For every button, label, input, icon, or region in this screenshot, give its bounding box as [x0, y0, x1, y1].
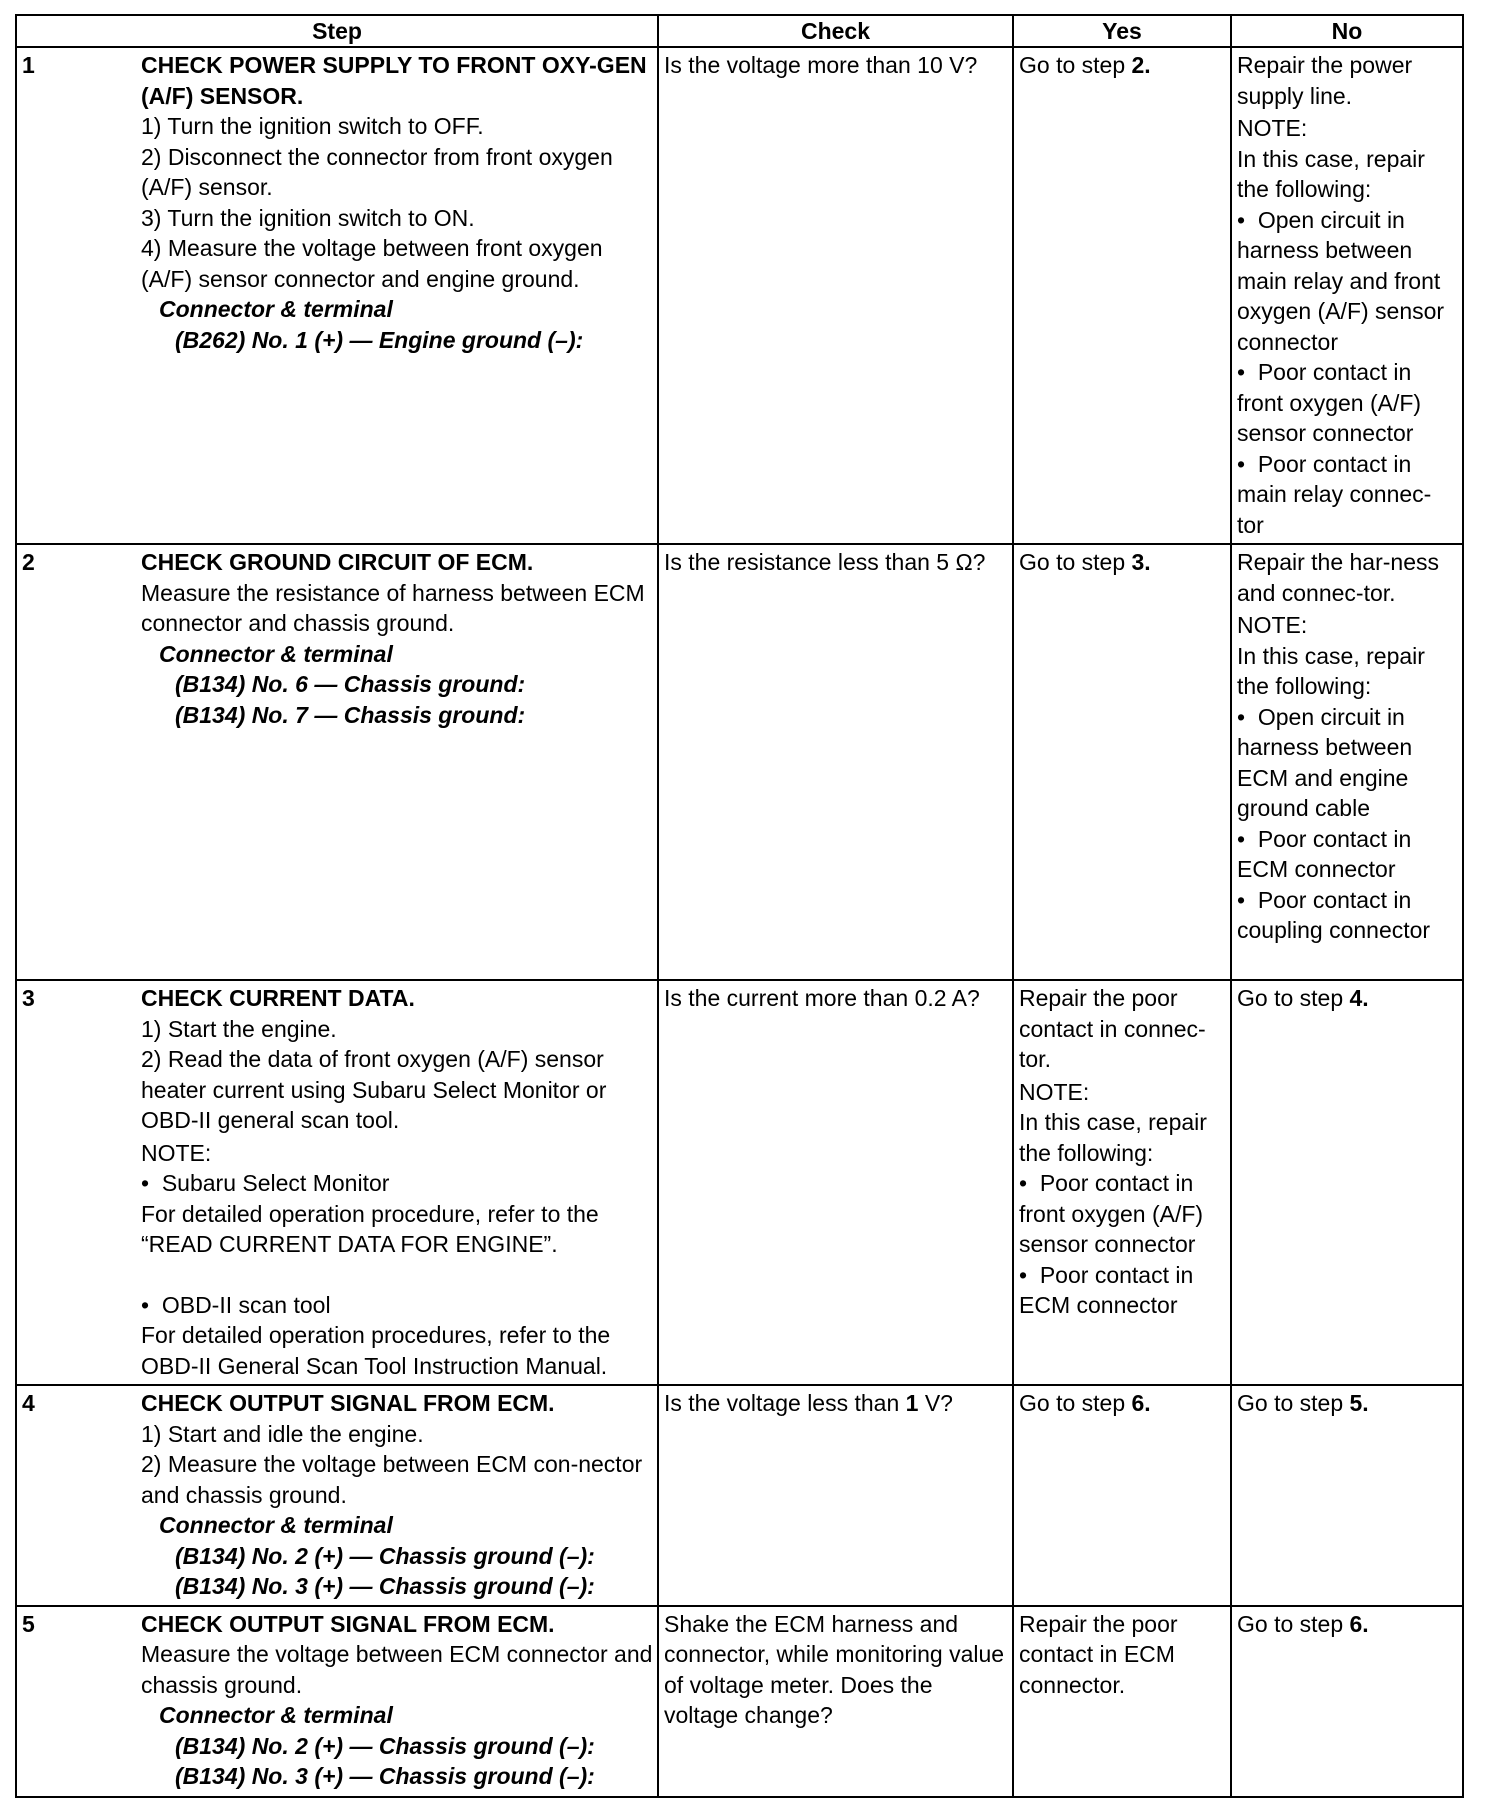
check-value: 1	[905, 1390, 919, 1416]
connector-label: Connector & terminal	[159, 640, 393, 667]
note-label: NOTE:	[1237, 115, 1308, 141]
yes-cell	[1013, 1385, 1231, 1606]
step-number: 3	[16, 980, 136, 1385]
no-cell	[1231, 47, 1463, 544]
note-bullet: • Open circuit in harness between ECM and engine ground cable	[1237, 702, 1458, 824]
no-cell	[1231, 1606, 1463, 1797]
table-row	[16, 1385, 1463, 1606]
diagnostic-table	[15, 14, 1464, 1798]
check-cell: Is the resistance less than 5 Ω?	[658, 544, 1013, 980]
note-text: For detailed operation procedures, refer to the OBD-II General Scan Tool Instruction Manual.	[141, 1322, 611, 1379]
note-bullet: • Poor contact in front oxygen (A/F) sensor connector	[1237, 357, 1458, 449]
step-instruction: 2) Disconnect the connector from front oxygen (A/F) sensor.	[141, 143, 613, 200]
connector-pin: (B134) No. 2 (+) — Chassis ground (–):	[175, 1542, 595, 1569]
note-intro: In this case, repair the following:	[1237, 642, 1425, 699]
step-number: 1	[16, 47, 136, 544]
step-description	[136, 47, 658, 544]
note-bullet: • Poor contact in ECM connector	[1019, 1260, 1226, 1321]
step-instruction: 3) Turn the ignition switch to ON.	[141, 204, 475, 231]
note-bullet: • Poor contact in front oxygen (A/F) sensor connector	[1019, 1168, 1226, 1260]
step-description	[136, 1385, 658, 1606]
no-step-ref: 4.	[1349, 985, 1369, 1011]
note-label: NOTE:	[141, 1139, 212, 1166]
step-instruction: 4) Measure the voltage between front oxygen (A/F) sensor connector and engine ground.	[141, 235, 603, 292]
note-bullet: • Subaru Select Monitor	[141, 1168, 653, 1199]
check-text: Is the voltage less than	[664, 1390, 906, 1416]
header-yes: Yes	[1013, 15, 1231, 47]
step-title: CHECK GROUND CIRCUIT OF ECM.	[141, 549, 534, 575]
step-description	[136, 1606, 658, 1797]
note-bullet: • OBD-II scan tool	[141, 1290, 653, 1321]
step-title: CHECK OUTPUT SIGNAL FROM ECM.	[141, 1610, 555, 1637]
check-unit: V?	[918, 1390, 953, 1416]
connector-pin: (B134) No. 6 — Chassis ground:	[175, 671, 526, 697]
yes-cell	[1013, 980, 1231, 1385]
yes-action: Repair the poor contact in connec-tor.	[1019, 985, 1206, 1072]
yes-step-ref: 2.	[1131, 52, 1151, 78]
no-text: Go to step	[1237, 1390, 1350, 1416]
step-number: 5	[16, 1606, 136, 1797]
step-number: 4	[16, 1385, 136, 1606]
yes-cell: Repair the poor contact in ECM connector.	[1013, 1606, 1231, 1797]
step-instruction: 1) Turn the ignition switch to OFF.	[141, 113, 484, 139]
yes-step-ref: 6.	[1131, 1390, 1151, 1416]
yes-text: Go to step	[1019, 52, 1132, 78]
no-cell	[1231, 544, 1463, 980]
step-instruction: Measure the resistance of harness between ECM connector and chassis ground.	[141, 579, 645, 636]
check-cell: Shake the ECM harness and connector, while monitoring value of voltage meter. Does the voltage change?	[658, 1606, 1013, 1797]
connector-pin: (B134) No. 2 (+) — Chassis ground (–):	[175, 1732, 595, 1759]
table-row	[16, 47, 1463, 544]
no-text: Go to step	[1237, 1610, 1350, 1637]
connector-pin: (B134) No. 7 — Chassis ground:	[175, 701, 526, 728]
check-cell	[658, 1385, 1013, 1606]
header-step: Step	[16, 15, 658, 47]
no-action: Repair the power supply line.	[1237, 52, 1413, 109]
note-bullet: • Poor contact in ECM connector	[1237, 824, 1458, 885]
no-cell	[1231, 1385, 1463, 1606]
connector-label: Connector & terminal	[159, 1512, 393, 1538]
connector-label: Connector & terminal	[159, 1702, 393, 1728]
yes-step-ref: 3.	[1131, 549, 1151, 575]
table-row	[16, 1606, 1463, 1797]
table-row	[16, 980, 1463, 1385]
table-header-row	[16, 15, 1463, 47]
step-description	[136, 544, 658, 980]
note-intro: In this case, repair the following:	[1019, 1109, 1207, 1166]
check-cell: Is the voltage more than 10 V?	[658, 47, 1013, 544]
no-action: Repair the har-ness and connec-tor.	[1237, 549, 1439, 606]
header-no: No	[1231, 15, 1463, 47]
yes-cell	[1013, 544, 1231, 980]
yes-cell	[1013, 47, 1231, 544]
step-description	[136, 980, 658, 1385]
note-bullet: • Poor contact in main relay connec-tor	[1237, 449, 1458, 541]
step-title: CHECK CURRENT DATA.	[141, 985, 415, 1011]
note-bullet: • Open circuit in harness between main relay and front oxygen (A/F) sensor connector	[1237, 205, 1458, 358]
check-cell: Is the current more than 0.2 A?	[658, 980, 1013, 1385]
step-instruction: 2) Measure the voltage between ECM con-nector and chassis ground.	[141, 1451, 643, 1508]
no-text: Go to step	[1237, 985, 1350, 1011]
note-label: NOTE:	[1237, 612, 1308, 638]
connector-label: Connector & terminal	[159, 296, 393, 322]
connector-pin: (B134) No. 3 (+) — Chassis ground (–):	[175, 1763, 595, 1789]
table-row	[16, 544, 1463, 980]
step-instruction: 1) Start the engine.	[141, 1015, 337, 1042]
note-intro: In this case, repair the following:	[1237, 145, 1425, 202]
step-number: 2	[16, 544, 136, 980]
note-bullet: • Poor contact in coupling connector	[1237, 885, 1458, 946]
step-title: CHECK OUTPUT SIGNAL FROM ECM.	[141, 1390, 555, 1416]
header-check: Check	[658, 15, 1013, 47]
yes-text: Go to step	[1019, 1390, 1132, 1416]
connector-pin: (B134) No. 3 (+) — Chassis ground (–):	[175, 1573, 595, 1599]
no-step-ref: 6.	[1349, 1610, 1369, 1637]
step-instruction: Measure the voltage between ECM connector and chassis ground.	[141, 1641, 653, 1698]
no-step-ref: 5.	[1349, 1390, 1369, 1416]
connector-pin: (B262) No. 1 (+) — Engine ground (–):	[175, 326, 584, 353]
note-text: For detailed operation procedure, refer to the “READ CURRENT DATA FOR ENGINE”.	[141, 1200, 599, 1257]
step-title: CHECK POWER SUPPLY TO FRONT OXY-GEN (A/F) SENSOR.	[141, 52, 647, 109]
diagnostic-procedure-page	[15, 14, 1464, 1798]
step-instruction: 1) Start and idle the engine.	[141, 1420, 424, 1447]
spacer	[141, 1260, 653, 1290]
yes-text: Go to step	[1019, 549, 1132, 575]
note-label: NOTE:	[1019, 1078, 1090, 1105]
no-cell	[1231, 980, 1463, 1385]
step-instruction: 2) Read the data of front oxygen (A/F) sensor heater current using Subaru Select Monitor or OBD-II general scan tool.	[141, 1046, 607, 1133]
